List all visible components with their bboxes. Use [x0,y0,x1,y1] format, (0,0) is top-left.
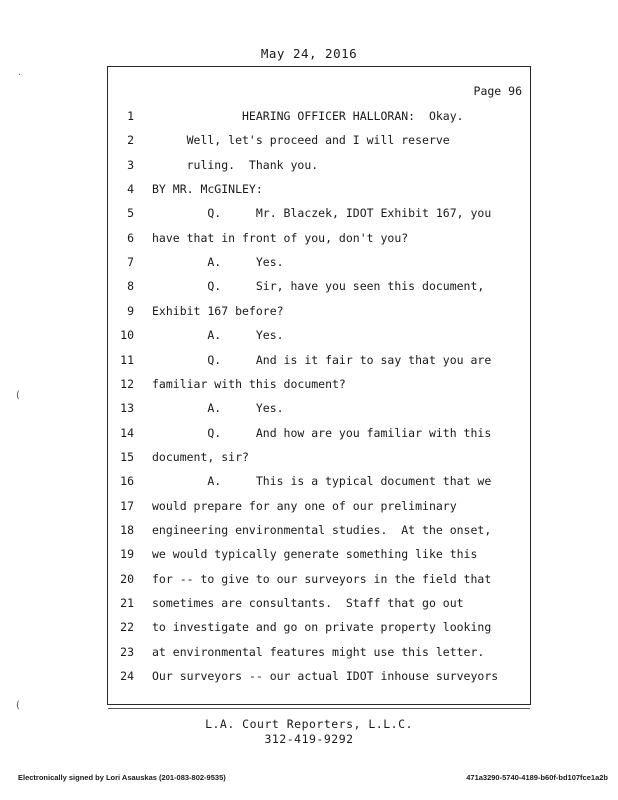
line-number: 9 [127,303,134,318]
transcript-line [108,130,532,150]
line-number: 11 [120,352,134,367]
line-number: 2 [127,133,134,148]
line-number: 7 [127,255,134,270]
transcript-line [108,301,532,321]
line-text: Exhibit 167 before? [152,303,284,318]
line-text: Well, let's proceed and I will reserve [152,133,450,148]
line-text: to investigate and go on private property looking [152,620,492,635]
transcript-line [108,617,532,637]
line-number: 13 [120,401,134,416]
line-text: familiar with this document? [152,376,346,391]
court-reporter-name: L.A. Court Reporters, L.L.C. [205,717,413,731]
transcript-line [108,350,532,370]
transcript-line [108,593,532,613]
line-text: have that in front of you, don't you? [152,230,409,245]
line-number: 4 [127,182,134,197]
line-text: we would typically generate something like this [152,547,478,562]
line-number: 17 [120,498,134,513]
line-text: at environmental features might use this letter. [152,644,485,659]
transcript-line [108,520,532,540]
line-number: 10 [120,328,134,343]
transcript-page [107,66,531,705]
transcript-line [108,179,532,199]
transcript-line [108,228,532,248]
line-number: 5 [127,206,134,221]
transcript-line [108,423,532,443]
line-text: Q. And is it fair to say that you are [152,352,492,367]
transcript-line [108,642,532,662]
line-text: BY MR. McGINLEY: [152,182,263,197]
line-number: 12 [120,376,134,391]
line-text: ruling. Thank you. [152,157,319,172]
document-id: 471a3290-5740-4189-b60f-bd107fce1a2b [466,773,608,782]
electronic-signature: Electronically signed by Lori Asauskas (201-083-802-9535) [18,773,226,782]
line-text: sometimes are consultants. Staff that go out [152,596,464,610]
transcript-line [108,276,532,296]
line-number: 3 [127,157,134,172]
transcript-line [108,203,532,223]
line-text: A. This is a typical document that we [152,474,492,489]
line-number: 19 [120,547,134,562]
transcript-line [108,155,532,175]
transcript-line [108,447,532,467]
line-text: engineering environmental studies. At the onset, [152,522,492,537]
transcript-line [108,569,532,589]
court-reporter-phone: 312-419-9292 [264,732,354,746]
line-number: 18 [120,522,134,537]
line-text: Q. Mr. Blaczek, IDOT Exhibit 167, you [152,206,492,221]
line-number: 23 [120,644,134,659]
line-number: 24 [120,669,134,684]
line-text: A. Yes. [152,401,284,416]
line-number: 8 [127,279,134,294]
line-text: Q. And how are you familiar with this [152,425,492,440]
line-text: for -- to give to our surveyors in the field that [152,571,492,586]
transcript-line [108,544,532,564]
line-number: 15 [120,449,134,464]
line-number: 1 [127,109,134,123]
transcript-line [108,252,532,272]
line-number: 6 [127,230,134,245]
line-text: Q. Sir, have you seen this document, [152,279,485,294]
line-text: A. Yes. [152,328,284,343]
transcript-line [108,325,532,345]
line-number: 20 [120,571,134,586]
line-text: A. Yes. [152,255,284,270]
page-number: Page 96 [473,84,522,98]
scan-mark: · [18,70,22,81]
transcript-line [108,471,532,491]
transcript-line [108,106,532,126]
transcript-line [108,398,532,418]
line-text: Our surveyors -- our actual IDOT inhouse surveyors [152,669,499,684]
transcript-line [108,666,532,686]
line-number: 14 [120,425,134,440]
scan-mark: ( [16,390,20,401]
transcript-line [108,496,532,516]
line-text: would prepare for any one of our preliminary [152,498,457,513]
line-text: HEARING OFFICER HALLORAN: Okay. [152,109,464,123]
line-number: 16 [120,474,134,489]
scan-mark: ( [16,700,20,711]
line-number: 22 [120,620,134,635]
transcript-date: May 24, 2016 [260,46,358,61]
line-text: document, sir? [152,449,249,464]
transcript-line [108,374,532,394]
line-number: 21 [120,596,134,610]
